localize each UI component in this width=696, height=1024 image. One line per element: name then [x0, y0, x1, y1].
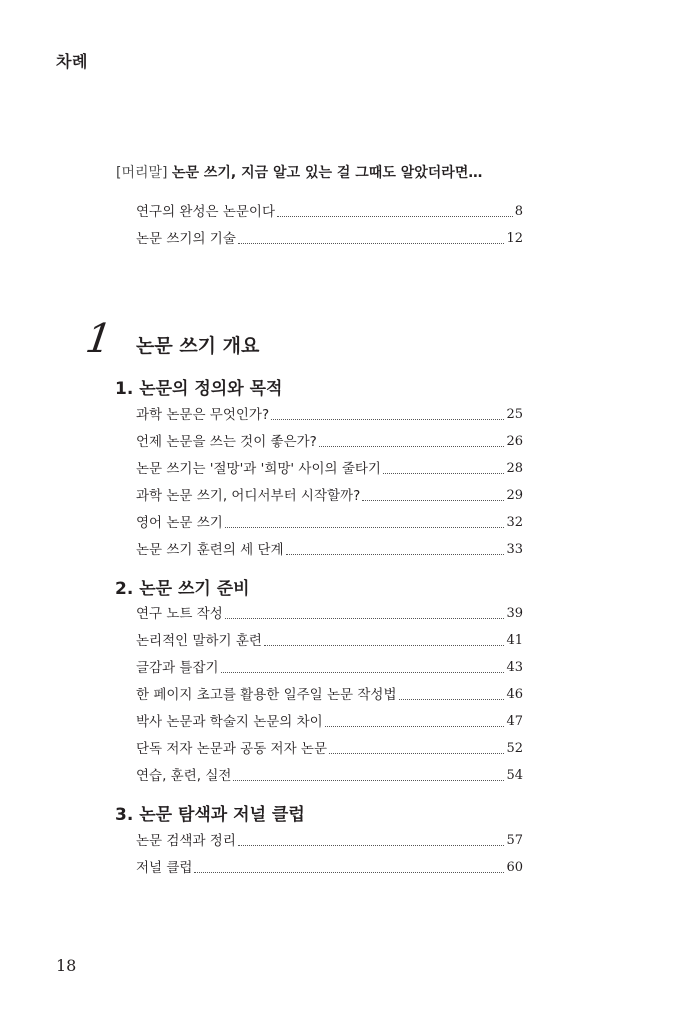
dot-leader: [264, 645, 505, 646]
toc-entry-title: 논문 쓰기의 기술: [136, 231, 236, 247]
toc-entry-page: 47: [506, 714, 523, 729]
toc-entry-title: 연구의 완성은 논문이다: [136, 204, 275, 220]
toc-entry: [136, 514, 523, 532]
toc-entry-title: 영어 논문 쓰기: [136, 515, 223, 531]
dot-leader: [271, 419, 504, 420]
toc-entry: [136, 859, 523, 877]
dot-leader: [362, 500, 504, 501]
toc-entry: [136, 541, 523, 559]
part-number: 1: [82, 316, 115, 362]
dot-leader: [277, 216, 513, 217]
toc-entry-title: 박사 논문과 학술지 논문의 차이: [136, 714, 323, 730]
dot-leader: [286, 554, 505, 555]
toc-entry-page: 43: [506, 660, 523, 675]
toc-entry: [136, 659, 523, 677]
toc-entry: [136, 767, 523, 785]
toc-entry-page: 54: [506, 768, 523, 783]
toc-entry-title: 논문 검색과 정리: [136, 833, 236, 849]
part-title: 논문 쓰기 개요: [136, 335, 260, 357]
dot-leader: [383, 473, 504, 474]
toc-entry-title: 논문 쓰기는 '절망'과 '희망' 사이의 줄타기: [136, 461, 381, 477]
dot-leader: [329, 753, 504, 754]
preface-bracket-label: [머리말]: [116, 165, 168, 181]
section-title: 2. 논문 쓰기 준비: [115, 579, 250, 599]
toc-entry-title: 연습, 훈련, 실전: [136, 768, 232, 784]
toc-entry-page: 52: [506, 741, 523, 756]
toc-entry: [136, 632, 523, 650]
dot-leader: [221, 672, 505, 673]
toc-entry-page: 12: [506, 231, 523, 246]
toc-entry: [136, 740, 523, 758]
toc-entry-title: 연구 노트 작성: [136, 606, 223, 622]
toc-entry-page: 28: [506, 461, 523, 476]
dot-leader: [225, 527, 505, 528]
section-title: 3. 논문 탐색과 저널 클럽: [115, 805, 305, 825]
toc-entry-title: 과학 논문 쓰기, 어디서부터 시작할까?: [136, 488, 361, 504]
dot-leader: [238, 845, 505, 846]
preface-title: 논문 쓰기, 지금 알고 있는 걸 그때도 알았더라면…: [171, 165, 483, 181]
toc-entry-page: 26: [506, 434, 523, 449]
toc-entry: [136, 460, 523, 478]
section-title: 1. 논문의 정의와 목적: [115, 379, 283, 399]
toc-entry-title: 한 페이지 초고를 활용한 일주일 논문 작성법: [136, 687, 397, 703]
toc-entry-page: 25: [506, 407, 523, 422]
toc-entry-page: 33: [506, 542, 523, 557]
toc-entry-title: 단독 저자 논문과 공동 저자 논문: [136, 741, 327, 757]
toc-entry-page: 39: [506, 606, 523, 621]
dot-leader: [225, 618, 505, 619]
toc-entry: [136, 605, 523, 623]
toc-entry-title: 언제 논문을 쓰는 것이 좋은가?: [136, 434, 317, 450]
toc-entry-page: 60: [506, 860, 523, 875]
toc-entry-page: 32: [506, 515, 523, 530]
dot-leader: [325, 726, 505, 727]
page-number: 18: [56, 956, 77, 975]
toc-entry: [136, 686, 523, 704]
toc-entry: [136, 203, 523, 221]
dot-leader: [238, 243, 505, 244]
toc-entry-page: 29: [506, 488, 523, 503]
toc-entry-title: 저널 클럽: [136, 860, 193, 876]
toc-entry-page: 46: [506, 687, 523, 702]
preface-heading: [116, 162, 482, 182]
toc-entry: [136, 406, 523, 424]
toc-entry-title: 논문 쓰기 훈련의 세 단계: [136, 542, 284, 558]
dot-leader: [399, 699, 505, 700]
toc-entry: [136, 832, 523, 850]
dot-leader: [194, 872, 504, 873]
toc-entry-title: 과학 논문은 무엇인가?: [136, 407, 270, 423]
toc-entry: [136, 433, 523, 451]
running-header-title: 차례: [56, 52, 88, 71]
toc-entry: [136, 713, 523, 731]
toc-entry-page: 41: [506, 633, 523, 648]
dot-leader: [319, 446, 505, 447]
toc-entry-title: 글감과 틀잡기: [136, 660, 219, 676]
toc-entry-page: 57: [506, 833, 523, 848]
toc-entry-page: 8: [514, 204, 523, 219]
toc-entry: [136, 230, 523, 248]
toc-entry-title: 논리적인 말하기 훈련: [136, 633, 262, 649]
dot-leader: [233, 780, 504, 781]
toc-entry: [136, 487, 523, 505]
